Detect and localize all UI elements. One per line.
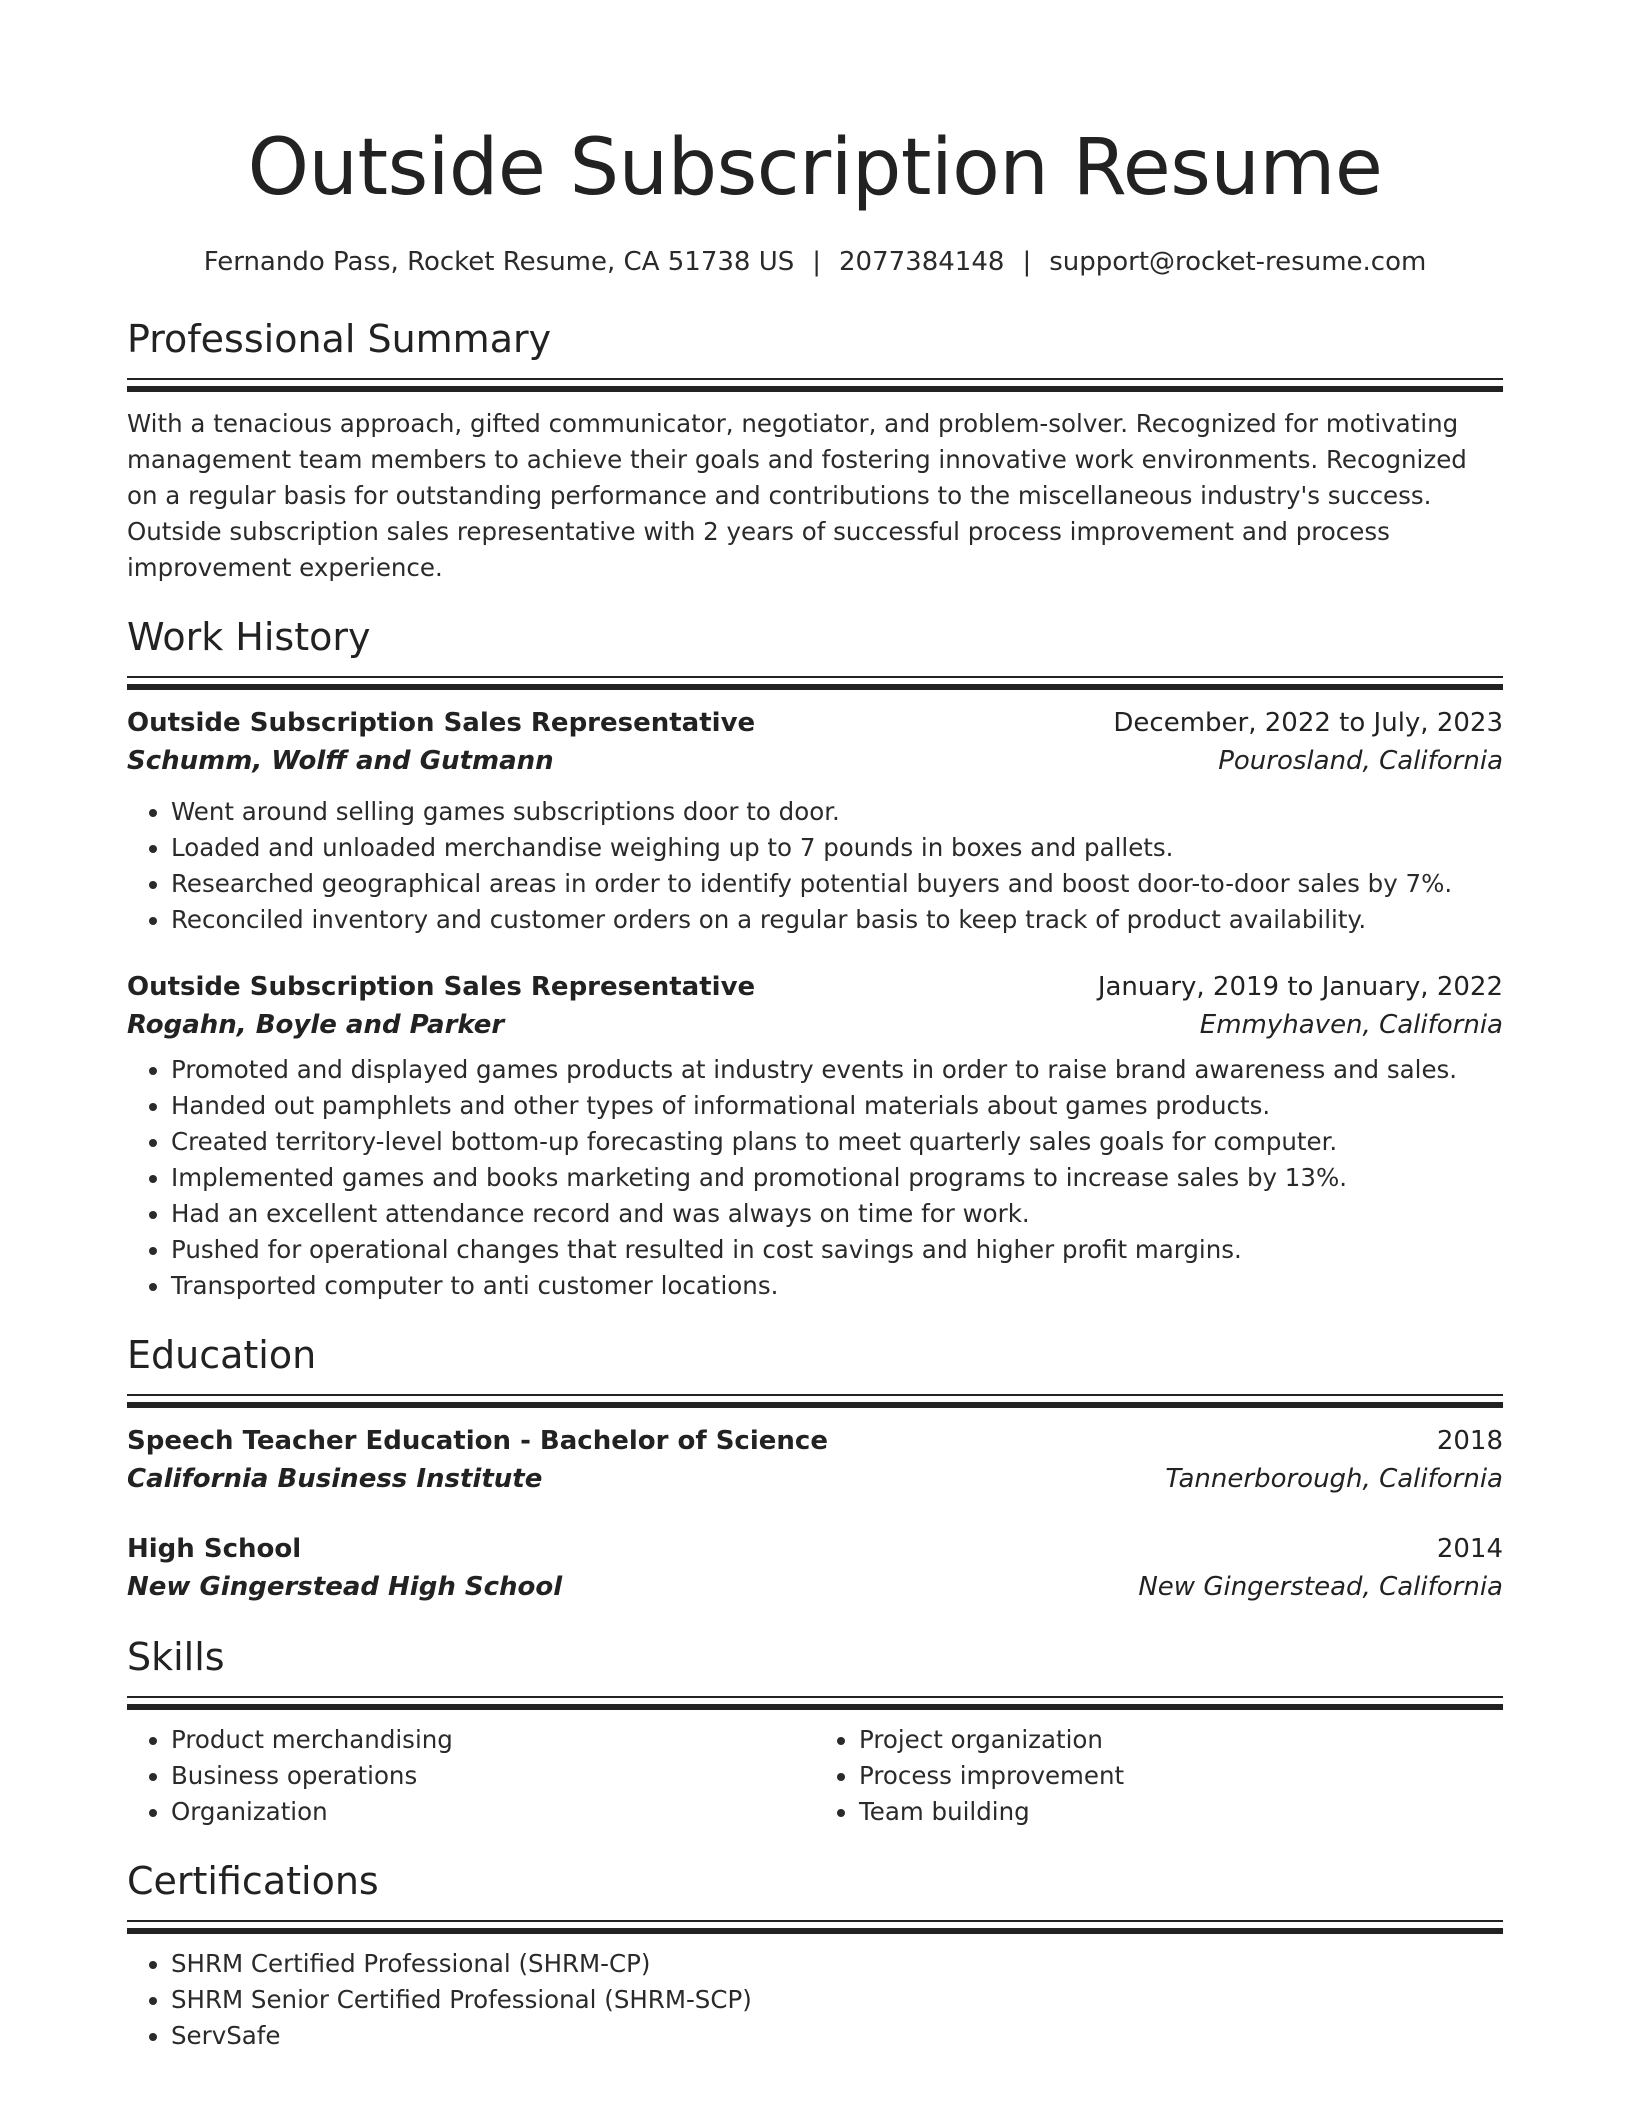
- list-item: • Team building: [859, 1794, 1503, 1830]
- section-rule-thick: [127, 1704, 1503, 1710]
- job-company-row: [127, 742, 1503, 780]
- education-location: New Gingerstead, California: [1138, 1572, 1503, 1602]
- resume-page: [127, 0, 1503, 2054]
- list-item: • Loaded and unloaded merchandise weighing up to 7 pounds in boxes and pallets.: [171, 830, 1503, 866]
- list-item: • Created territory-level bottom-up forecasting plans to meet quarterly sales goals for computer.: [171, 1124, 1503, 1160]
- list-item: • Promoted and displayed games products at industry events in order to raise brand awareness and sales.: [171, 1052, 1503, 1088]
- section-heading-summary: Professional Summary: [127, 317, 552, 361]
- education-entry: [127, 1530, 1503, 1606]
- section-rule-thick: [127, 684, 1503, 690]
- education-header-row: [127, 1422, 1503, 1460]
- job-bullets: [127, 794, 1503, 938]
- section-heading-certifications: Certifications: [127, 1859, 379, 1903]
- summary-text: With a tenacious approach, gifted communicator, negotiator, and problem-solver. Recognized for motivating management team members to achieve their goals and fostering innovative work environments. Recognized on a regular basis for outstanding performance and contributions to the miscellaneous industry's success. Outside subscription sales representative with 2 years of successful process improvement and process improvement experience.: [127, 409, 1467, 582]
- section-rule-thick: [127, 1928, 1503, 1934]
- contact-phone: 2077384148: [839, 247, 1005, 277]
- job-entry: [127, 968, 1503, 1304]
- job-dates: January, 2019 to January, 2022: [1097, 972, 1503, 1002]
- education-school: California Business Institute: [127, 1464, 543, 1494]
- job-company-row: [127, 1006, 1503, 1044]
- summary-section: [127, 314, 1503, 586]
- section-heading-work: Work History: [127, 615, 371, 659]
- certifications-list: [127, 1946, 1503, 2054]
- list-item: • Organization: [171, 1794, 815, 1830]
- list-item: • Transported computer to anti customer locations.: [171, 1268, 1503, 1304]
- contact-separator: |: [1022, 247, 1032, 277]
- job-entry: [127, 704, 1503, 938]
- skills-column-left: [127, 1722, 815, 1830]
- section-heading-skills: Skills: [127, 1635, 225, 1679]
- list-item: • Product merchandising: [171, 1722, 815, 1758]
- education-year: 2018: [1436, 1426, 1503, 1456]
- section-rule-thick: [127, 386, 1503, 392]
- section-rule: [127, 1920, 1503, 1922]
- job-location: Pourosland, California: [1218, 746, 1503, 776]
- education-degree: Speech Teacher Education - Bachelor of Science: [127, 1426, 828, 1456]
- job-company: Rogahn, Boyle and Parker: [127, 1010, 505, 1040]
- list-item: • Handed out pamphlets and other types of informational materials about games products.: [171, 1088, 1503, 1124]
- work-section: [127, 612, 1503, 1304]
- skills-column-right: [815, 1722, 1503, 1830]
- list-item: • ServSafe: [171, 2018, 1503, 2054]
- job-bullets: [127, 1052, 1503, 1304]
- job-title: Outside Subscription Sales Representative: [127, 972, 756, 1002]
- section-heading-education: Education: [127, 1333, 317, 1377]
- education-degree: High School: [127, 1534, 302, 1564]
- list-item: • Business operations: [171, 1758, 815, 1794]
- contact-address: Fernando Pass, Rocket Resume, CA 51738 US: [203, 247, 795, 277]
- list-item: • Project organization: [859, 1722, 1503, 1758]
- contact-separator: |: [812, 247, 822, 277]
- list-item: • Researched geographical areas in order to identify potential buyers and boost door-to-door sales by 7%.: [171, 866, 1503, 902]
- education-school-row: [127, 1568, 1503, 1606]
- list-item: • Process improvement: [859, 1758, 1503, 1794]
- list-item: • Implemented games and books marketing and promotional programs to increase sales by 13%.: [171, 1160, 1503, 1196]
- education-school: New Gingerstead High School: [127, 1572, 563, 1602]
- list-item: • SHRM Senior Certified Professional (SHRM-SCP): [171, 1982, 1503, 2018]
- certifications-section: [127, 1856, 1503, 2054]
- section-rule-thick: [127, 1402, 1503, 1408]
- education-header-row: [127, 1530, 1503, 1568]
- job-location: Emmyhaven, California: [1199, 1010, 1503, 1040]
- skills-list: [127, 1722, 1503, 1830]
- job-company: Schumm, Wolff and Gutmann: [127, 746, 554, 776]
- education-section: [127, 1330, 1503, 1606]
- contact-email: support@rocket-resume.com: [1049, 247, 1427, 277]
- section-rule: [127, 378, 1503, 380]
- section-rule: [127, 1394, 1503, 1396]
- section-rule: [127, 676, 1503, 678]
- list-item: • Pushed for operational changes that resulted in cost savings and higher profit margins.: [171, 1232, 1503, 1268]
- education-year: 2014: [1436, 1534, 1503, 1564]
- job-header-row: [127, 968, 1503, 1006]
- resume-title: Outside Subscription Resume: [247, 123, 1383, 213]
- list-item: • Reconciled inventory and customer orders on a regular basis to keep track of product availability.: [171, 902, 1503, 938]
- education-school-row: [127, 1460, 1503, 1498]
- skills-section: [127, 1632, 1503, 1830]
- education-entry: [127, 1422, 1503, 1498]
- job-dates: December, 2022 to July, 2023: [1113, 708, 1503, 738]
- list-item: • Went around selling games subscriptions door to door.: [171, 794, 1503, 830]
- list-item: • SHRM Certified Professional (SHRM-CP): [171, 1946, 1503, 1982]
- list-item: • Had an excellent attendance record and was always on time for work.: [171, 1196, 1503, 1232]
- job-header-row: [127, 704, 1503, 742]
- education-location: Tannerborough, California: [1165, 1464, 1503, 1494]
- contact-line: [127, 244, 1503, 280]
- job-title: Outside Subscription Sales Representative: [127, 708, 756, 738]
- section-rule: [127, 1696, 1503, 1698]
